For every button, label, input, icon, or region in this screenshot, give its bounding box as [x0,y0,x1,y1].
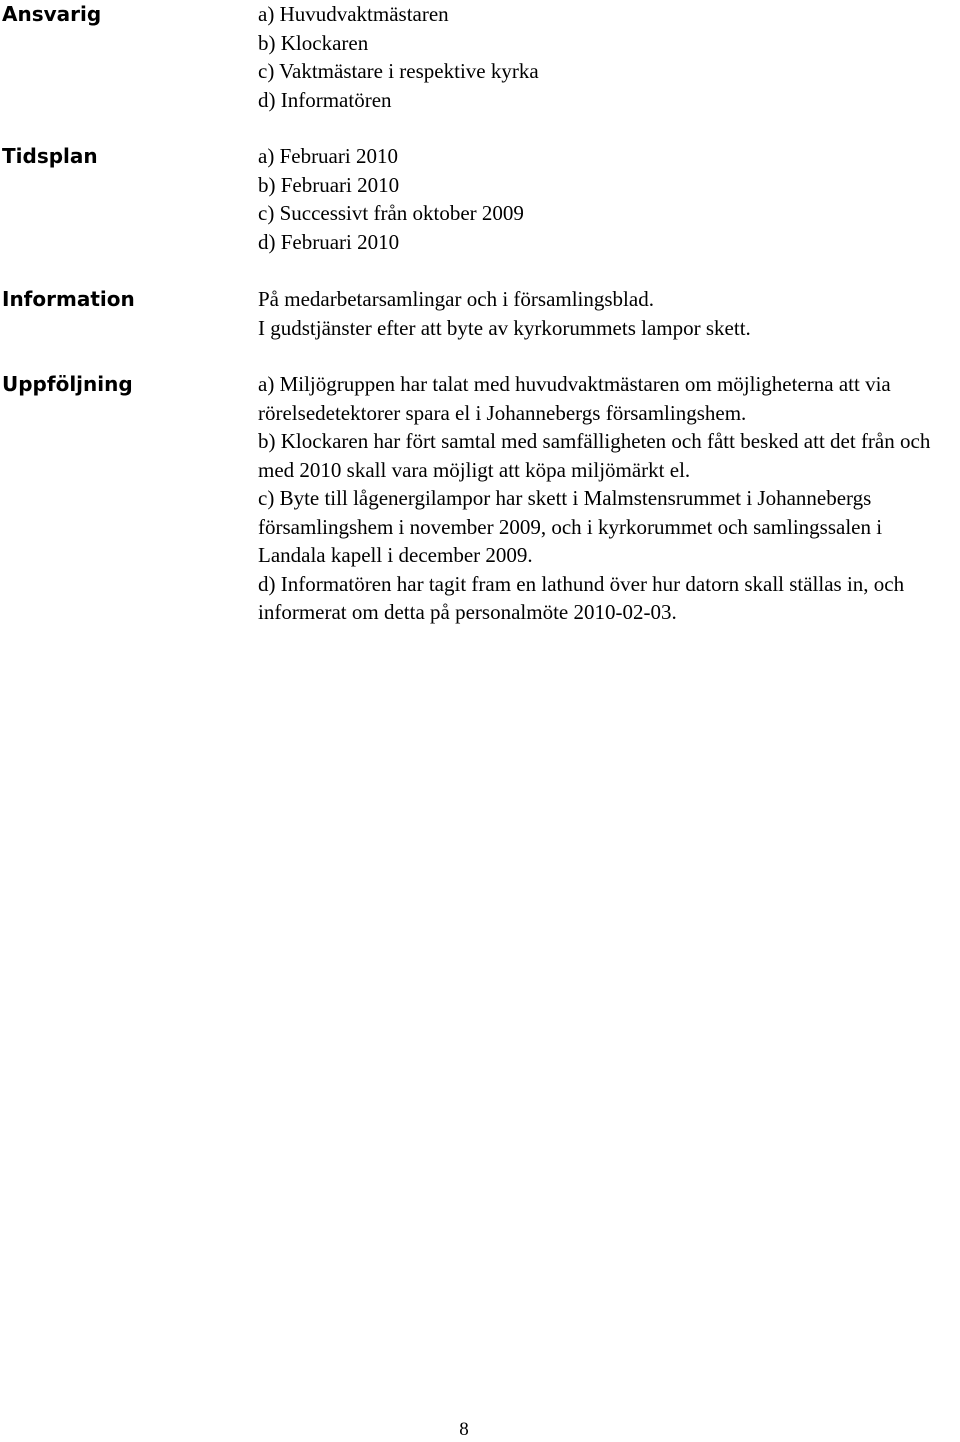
tidsplan-item: c) Successivt från oktober 2009 [258,201,524,225]
uppfoljning-paragraph: d) Informatören har tagit fram en lathund över hur datorn skall ställas in, och informerat om detta på personalmöte 2010-02-03. [258,571,905,624]
ansvarig-list [258,0,948,114]
ansvarig-item: b) Klockaren [258,30,369,55]
page-number: 8 [459,1419,469,1440]
uppfoljning-text [258,370,948,627]
information-item: På medarbetarsamlingar och i församlingsblad. [258,287,654,311]
uppfoljning-paragraph: a) Miljögruppen har talat med huvudvaktmästaren om möjligheterna att via rörelsedetektorer spara el i Johannebergs församlingshem. [258,372,891,425]
information-item: I gudstjänster efter att byte av kyrkorummets lampor skett. [258,315,751,340]
uppfoljning-paragraph: c) Byte till lågenergilampor har skett i Malmstensrummet i Johannebergs församlingshem i november 2009, och i kyrkorummet och samlingssalen i Landala kapell i december 2009. [258,486,883,567]
label-ansvarig: Ansvarig [2,2,102,26]
ansvarig-item: c) Vaktmästare i respektive kyrka [258,59,539,83]
ansvarig-item: a) Huvudvaktmästaren [258,2,449,26]
label-tidsplan: Tidsplan [2,144,98,168]
label-uppfoljning: Uppföljning [2,372,133,396]
uppfoljning-paragraph: b) Klockaren har fört samtal med samfälligheten och fått besked att det från och med 2010 skall vara möjligt att köpa miljömärkt el. [258,429,931,482]
ansvarig-item: d) Informatören [258,87,392,112]
tidsplan-list [258,142,948,256]
information-list [258,285,948,342]
tidsplan-item: d) Februari 2010 [258,229,400,254]
tidsplan-item: a) Februari 2010 [258,144,398,168]
tidsplan-item: b) Februari 2010 [258,172,400,197]
label-information: Information [2,287,135,311]
